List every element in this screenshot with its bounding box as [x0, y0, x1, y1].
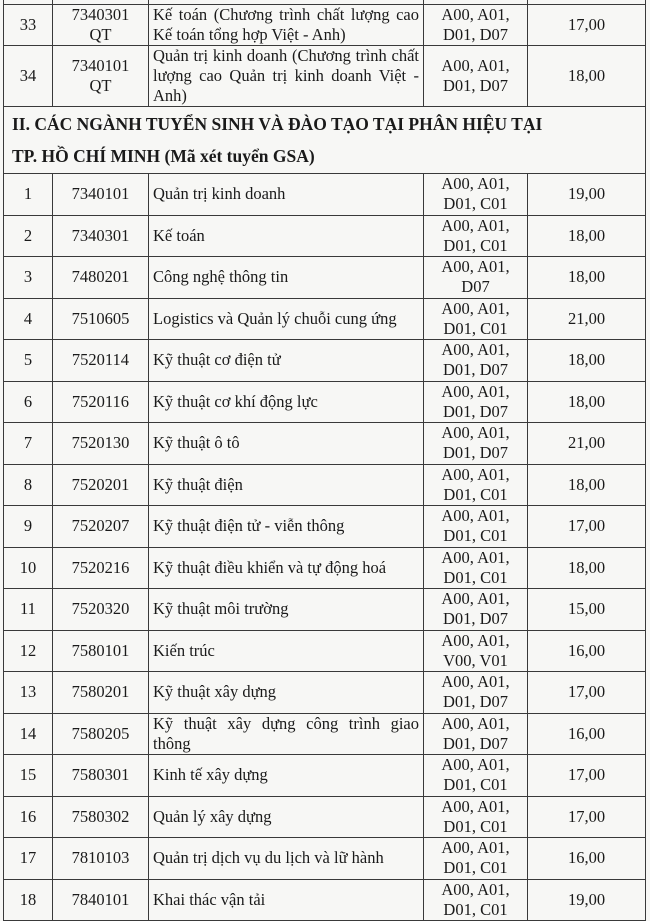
subject-combo-cell: [424, 381, 528, 423]
stt-cell: 15: [4, 755, 53, 797]
major-code-cell: 7520114: [53, 340, 149, 382]
subject-combo-line: A00, A01,: [441, 838, 510, 858]
major-code-cell: 7580302: [53, 796, 149, 838]
score-cell: 18,00: [528, 46, 646, 107]
subject-combo-line: D01, C01: [443, 318, 508, 338]
stt-cell: 4: [4, 298, 53, 340]
section-title: [4, 107, 646, 174]
subject-combo-line: A00, A01,: [441, 298, 510, 318]
score-cell: 17,00: [528, 5, 646, 46]
stt-cell: 14: [4, 713, 53, 755]
subject-combo-cell: [424, 5, 528, 46]
subject-combo-cell: [424, 298, 528, 340]
subject-combo-cell: [424, 589, 528, 631]
section-header-row: [4, 107, 646, 174]
major-code-cell: 7520116: [53, 381, 149, 423]
major-code-cell: 7480201: [53, 257, 149, 299]
subject-combo-line: D01, D07: [442, 360, 509, 380]
table-row: [4, 46, 646, 107]
major-code-cell: 7340101: [53, 174, 149, 216]
major-name-cell: Kế toán: [149, 215, 424, 257]
major-code-cell: 7580101: [53, 630, 149, 672]
subject-combo-line: D01, D07: [442, 733, 509, 753]
subject-combo-line: D01, D07: [442, 401, 509, 421]
subject-combo-cell: [424, 257, 528, 299]
subject-combo-cell: [424, 506, 528, 548]
major-name-cell: Kỹ thuật ô tô: [149, 423, 424, 465]
major-code-cell: 7580301: [53, 755, 149, 797]
major-name-cell: Kỹ thuật điện: [149, 464, 424, 506]
stt-cell: 17: [4, 838, 53, 880]
subject-combo-cell: [424, 879, 528, 921]
subject-combo-line: D01, C01: [443, 526, 508, 546]
stt-cell: 33: [4, 5, 53, 46]
table-row: [4, 755, 646, 797]
score-cell: 16,00: [528, 838, 646, 880]
subject-combo-line: A00, A01,: [441, 5, 510, 24]
subject-combo-cell: [424, 46, 528, 107]
stt-cell: 6: [4, 381, 53, 423]
major-code: 7340301: [71, 5, 130, 24]
major-code-cell: 7520216: [53, 547, 149, 589]
major-name-cell: Kỹ thuật xây dựng công trình giao thông: [149, 713, 424, 755]
subject-combo-line: A00, A01,: [441, 879, 510, 899]
subject-combo-cell: [424, 547, 528, 589]
major-name-cell: Công nghệ thông tin: [149, 257, 424, 299]
subject-combo-cell: [424, 796, 528, 838]
stt-cell: 34: [4, 46, 53, 107]
subject-combo-cell: [424, 464, 528, 506]
stt-cell: 16: [4, 796, 53, 838]
subject-combo-cell: [424, 215, 528, 257]
table-row: [4, 464, 646, 506]
table-row: [4, 630, 646, 672]
major-code-cell: 7580201: [53, 672, 149, 714]
subject-combo-line: D01, C01: [443, 235, 508, 255]
table-row: [4, 298, 646, 340]
stt-cell: 2: [4, 215, 53, 257]
table-row: [4, 547, 646, 589]
subject-combo-line: A00, A01,: [441, 464, 510, 484]
stt-cell: 10: [4, 547, 53, 589]
subject-combo-line: D01, D07: [442, 692, 509, 712]
subject-combo-line: D01, C01: [443, 899, 508, 919]
major-code-cell: 7520130: [53, 423, 149, 465]
subject-combo-line: D01, D07: [442, 609, 509, 629]
subject-combo-cell: [424, 755, 528, 797]
subject-combo-cell: [424, 672, 528, 714]
subject-combo-line: A00, A01,: [441, 796, 510, 816]
score-cell: 17,00: [528, 755, 646, 797]
major-code-cell: 7340301: [53, 215, 149, 257]
major-code-suffix: QT: [89, 76, 112, 95]
subject-combo-line: A00, A01,: [441, 381, 510, 401]
subject-combo-line: A00, A01,: [441, 423, 510, 443]
major-name-cell: Logistics và Quản lý chuỗi cung ứng: [149, 298, 424, 340]
score-cell: 18,00: [528, 547, 646, 589]
major-name-cell: Kỹ thuật môi trường: [149, 589, 424, 631]
stt-cell: 12: [4, 630, 53, 672]
stt-cell: 8: [4, 464, 53, 506]
major-name-cell: Kỹ thuật điện tử - viễn thông: [149, 506, 424, 548]
major-code-cell: 7520201: [53, 464, 149, 506]
subject-combo-line: D01, C01: [443, 567, 508, 587]
major-code-cell: 7840101: [53, 879, 149, 921]
score-cell: 18,00: [528, 215, 646, 257]
score-cell: 21,00: [528, 423, 646, 465]
subject-combo-line: D01, C01: [443, 816, 508, 836]
major-code-cell: 7520207: [53, 506, 149, 548]
subject-combo-cell: [424, 713, 528, 755]
major-code-suffix: QT: [89, 25, 112, 44]
table-row: [4, 5, 646, 46]
subject-combo-line: D01, D07: [442, 443, 509, 463]
stt-cell: 7: [4, 423, 53, 465]
subject-combo-line: D01, C01: [443, 194, 508, 214]
admission-score-table: [3, 0, 646, 921]
table-row: [4, 257, 646, 299]
subject-combo-line: A00, A01,: [441, 672, 510, 692]
score-cell: 17,00: [528, 796, 646, 838]
subject-combo-line: A00, A01,: [441, 506, 510, 526]
subject-combo-line: A00, A01,: [441, 755, 510, 775]
stt-cell: 9: [4, 506, 53, 548]
table-row: [4, 174, 646, 216]
subject-combo-cell: [424, 423, 528, 465]
major-name-cell: Quản trị kinh doanh (Chương trình chất lượng cao Quản trị kinh doanh Việt - Anh): [149, 46, 424, 107]
major-name-cell: Kiến trúc: [149, 630, 424, 672]
major-name-cell: Kỹ thuật xây dựng: [149, 672, 424, 714]
table-row: [4, 672, 646, 714]
subject-combo-line: A00, A01,: [441, 215, 510, 235]
score-cell: 17,00: [528, 672, 646, 714]
stt-cell: 5: [4, 340, 53, 382]
subject-combo-line: A00, A01,: [441, 589, 510, 609]
major-name-cell: Kỹ thuật cơ khí động lực: [149, 381, 424, 423]
major-name-cell: Kế toán (Chương trình chất lượng cao Kế toán tổng hợp Việt - Anh): [149, 5, 424, 46]
subject-combo-cell: [424, 630, 528, 672]
major-code: 7340101: [71, 56, 130, 75]
major-code-cell: [53, 5, 149, 46]
subject-combo-cell: [424, 838, 528, 880]
score-cell: 16,00: [528, 630, 646, 672]
section-title-line: TP. HỒ CHÍ MINH (Mã xét tuyển GSA): [12, 146, 315, 166]
table-row: [4, 423, 646, 465]
major-name-cell: Kinh tế xây dựng: [149, 755, 424, 797]
major-name-cell: Kỹ thuật cơ điện tử: [149, 340, 424, 382]
score-cell: 18,00: [528, 381, 646, 423]
stt-cell: 3: [4, 257, 53, 299]
subject-combo-line: D01, D07: [442, 76, 509, 95]
score-cell: 19,00: [528, 174, 646, 216]
subject-combo-line: D01, C01: [443, 484, 508, 504]
table-row: [4, 506, 646, 548]
score-cell: 17,00: [528, 506, 646, 548]
data-rows: [4, 174, 646, 921]
major-code-cell: [53, 46, 149, 107]
major-name-cell: Quản trị kinh doanh: [149, 174, 424, 216]
subject-combo-line: D01, D07: [442, 25, 509, 44]
stt-cell: 13: [4, 672, 53, 714]
score-cell: 18,00: [528, 257, 646, 299]
major-name-cell: Quản trị dịch vụ du lịch và lữ hành: [149, 838, 424, 880]
subject-combo-line: V00, V01: [443, 650, 508, 670]
subject-combo-line: A00, A01,: [441, 547, 510, 567]
major-code-cell: 7510605: [53, 298, 149, 340]
score-cell: 18,00: [528, 464, 646, 506]
score-cell: 21,00: [528, 298, 646, 340]
major-code-cell: 7810103: [53, 838, 149, 880]
major-name-cell: Kỹ thuật điều khiển và tự động hoá: [149, 547, 424, 589]
table-row: [4, 589, 646, 631]
table-row: [4, 713, 646, 755]
subject-combo-line: D01, C01: [443, 775, 508, 795]
subject-combo-line: A00, A01,: [441, 56, 510, 75]
subject-combo-line: A00, A01,: [441, 174, 510, 194]
score-cell: 16,00: [528, 713, 646, 755]
major-code-cell: 7520320: [53, 589, 149, 631]
major-code-cell: 7580205: [53, 713, 149, 755]
stt-cell: 1: [4, 174, 53, 216]
subject-combo-line: A00, A01,: [441, 340, 510, 360]
table-row: [4, 838, 646, 880]
subject-combo-line: A00, A01,: [441, 630, 510, 650]
table-row: [4, 879, 646, 921]
subject-combo-cell: [424, 340, 528, 382]
table-row: [4, 381, 646, 423]
stt-cell: 18: [4, 879, 53, 921]
major-name-cell: Quản lý xây dựng: [149, 796, 424, 838]
score-cell: 19,00: [528, 879, 646, 921]
score-cell: 15,00: [528, 589, 646, 631]
table-row: [4, 796, 646, 838]
section-title-line: II. CÁC NGÀNH TUYỂN SINH VÀ ĐÀO TẠO TẠI PHÂN HIỆU TẠI: [12, 114, 543, 134]
subject-combo-line: A00, A01,: [441, 713, 510, 733]
major-name-cell: Khai thác vận tải: [149, 879, 424, 921]
subject-combo-line: A00, A01,: [441, 257, 510, 277]
subject-combo-line: D01, C01: [443, 858, 508, 878]
stt-cell: 11: [4, 589, 53, 631]
subject-combo-line: D07: [461, 277, 490, 297]
table-row: [4, 215, 646, 257]
subject-combo-cell: [424, 174, 528, 216]
score-cell: 18,00: [528, 340, 646, 382]
table-row: [4, 340, 646, 382]
